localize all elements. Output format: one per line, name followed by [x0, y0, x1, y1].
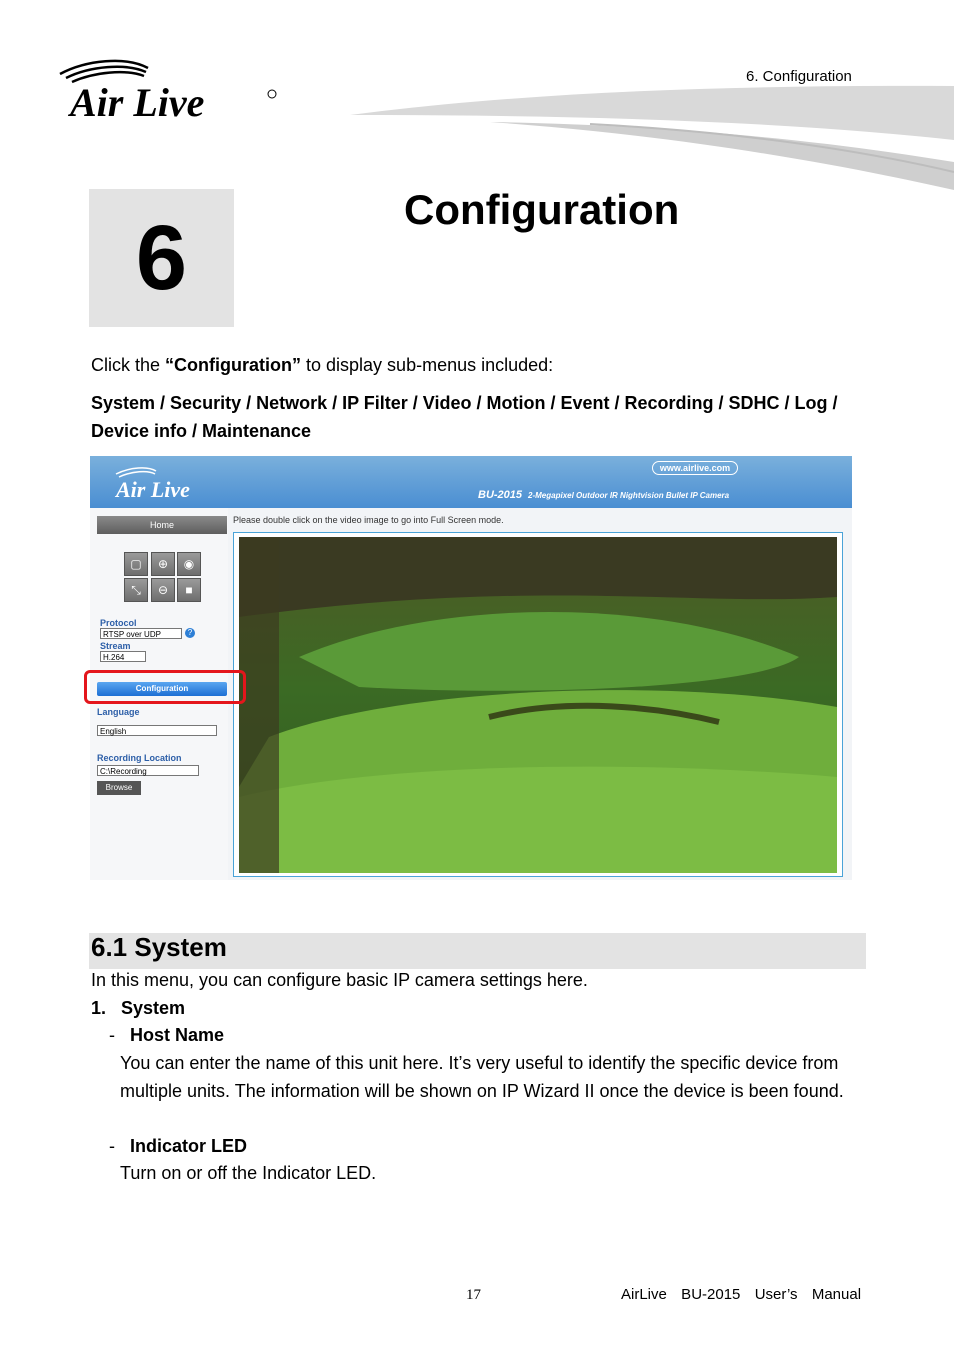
header-swoosh-graphic — [340, 80, 954, 200]
chapter-number-box — [89, 189, 234, 327]
hostname-description: You can enter the name of this unit here. It’s very useful to identify the specific device from multiple units. The information will be shown on IP Wizard II once the device is been found. — [120, 1053, 844, 1101]
zoom-in-icon[interactable]: ⊕ — [151, 552, 175, 576]
led-title: Indicator LED — [130, 1136, 248, 1156]
recording-label: Recording Location — [97, 753, 182, 763]
shot-model-desc: 2-Megapixel Outdoor IR Nightvision Bullet IP Camera — [528, 491, 730, 500]
shot-logo-text: Air Live — [116, 477, 190, 502]
stream-select[interactable]: H.264 — [100, 651, 146, 662]
protocol-label: Protocol — [100, 618, 137, 628]
browse-button[interactable]: Browse — [97, 781, 141, 795]
stream-label: Stream — [100, 641, 131, 651]
shot-logo — [108, 464, 228, 502]
shot-home-tab[interactable]: Home — [97, 516, 227, 534]
shot-model-name: BU-2015 — [478, 489, 523, 501]
stop-icon[interactable]: ■ — [177, 578, 201, 602]
led-dash: - — [109, 1136, 115, 1156]
zoom-out-icon[interactable]: ⊖ — [151, 578, 175, 602]
logo-text: Air Live — [70, 80, 205, 125]
intro-after: to display sub-menus included: — [301, 355, 554, 375]
embedded-screenshot — [90, 456, 852, 880]
hostname-title: Host Name — [130, 1025, 225, 1045]
video-image — [239, 537, 837, 873]
language-label: Language — [97, 707, 140, 717]
section-intro: In this menu, you can configure basic IP camera settings here. — [91, 970, 588, 990]
chapter-number: 6 — [135, 207, 188, 309]
intro-emphasis: “Configuration” — [165, 355, 302, 375]
recording-input[interactable]: C:\Recording — [97, 765, 199, 776]
chapter-title: Configuration — [404, 186, 680, 233]
hostname-dash: - — [109, 1025, 115, 1045]
submenu-list: System / Security / Network / IP Filter / Video / Motion / Event / Recording / SDHC / Log / Device info / Maintenance — [91, 393, 838, 441]
highlight-ring — [84, 670, 246, 704]
airlive-logo — [56, 58, 286, 128]
configuration-button[interactable]: Configuration — [97, 682, 227, 696]
video-hint: Please double click on the video image to go into Full Screen mode. — [233, 515, 504, 525]
shot-model — [478, 489, 729, 501]
item-heading: 1. System — [91, 998, 186, 1018]
footer-manual: AirLive BU-2015 User’s Manual — [621, 1286, 862, 1303]
running-header: 6. Configuration — [746, 68, 852, 85]
page-number: 17 — [466, 1287, 481, 1303]
video-frame[interactable] — [233, 532, 843, 877]
language-select[interactable]: English — [97, 725, 217, 736]
help-icon[interactable]: ? — [185, 628, 195, 638]
section-title: 6.1 System — [91, 932, 227, 962]
led-description: Turn on or off the Indicator LED. — [120, 1163, 377, 1183]
intro-before: Click the — [91, 355, 166, 375]
protocol-select[interactable]: RTSP over UDP — [100, 628, 182, 639]
fit-screen-icon[interactable]: ⤡ — [124, 578, 148, 602]
shot-url-badge: www.airlive.com — [652, 461, 738, 475]
intro-paragraph — [91, 351, 553, 379]
snapshot-icon[interactable]: ◉ — [177, 552, 201, 576]
fullscreen-icon[interactable]: ▢ — [124, 552, 148, 576]
